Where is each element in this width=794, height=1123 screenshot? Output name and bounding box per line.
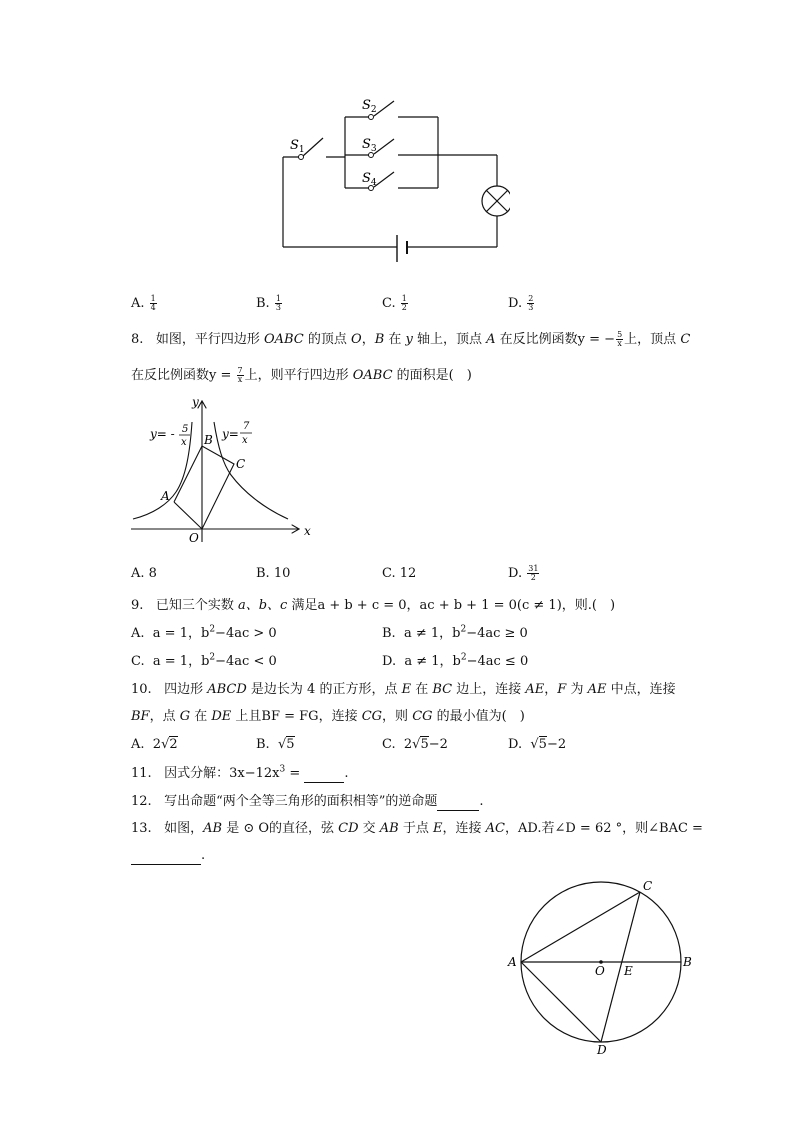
switch-s3-label: $S_3$ bbox=[362, 137, 377, 154]
q8-label-x: x bbox=[304, 524, 311, 538]
q13-label-o: O bbox=[595, 964, 605, 978]
q8-eq-right-den: x bbox=[242, 435, 248, 446]
q8-option-a[interactable]: A. 8 bbox=[131, 566, 157, 581]
q9-option-a[interactable]: A. a = 1，$b^2-4ac > 0$ bbox=[131, 624, 277, 641]
q8-stem-line1: 8. 如图，平行四边形 OABC 的顶点 O，B 在 y 轴上，顶点 A 在反比例函数y = − $\frac{5}{x}$ 上，顶点 C bbox=[131, 330, 691, 348]
q8-label-b: B bbox=[204, 433, 213, 447]
q7-option-d[interactable]: D. $\frac{2}{3}$ bbox=[508, 294, 534, 312]
q13-label-c: C bbox=[643, 879, 653, 893]
q13-stem-line1: 13. 如图，AB 是 ⊙ O的直径，弦 CD 交 AB 于点 E，连接 AC，AD.若∠D = 62 °，则∠BAC = bbox=[131, 821, 703, 836]
q7-option-a[interactable]: A. $\frac{1}{4}$ bbox=[131, 294, 156, 312]
q8-eq-left: y= - bbox=[150, 427, 175, 441]
q10-option-a[interactable]: A. 2√2 bbox=[131, 737, 178, 752]
q9-option-d[interactable]: D. a ≠ 1，$b^2-4ac \le 0$ bbox=[382, 652, 529, 669]
q9-option-c[interactable]: C. a = 1，$b^2-4ac < 0$ bbox=[131, 652, 277, 669]
q11-answer-blank[interactable] bbox=[304, 764, 344, 783]
q13-label-e: E bbox=[624, 964, 633, 978]
q10-option-d[interactable]: D. √5−2 bbox=[508, 737, 567, 752]
q10-option-c[interactable]: C. 2√5−2 bbox=[382, 737, 448, 752]
q9-option-b[interactable]: B. a ≠ 1，$b^2-4ac \ge 0$ bbox=[382, 624, 528, 641]
q8-graph bbox=[128, 392, 328, 552]
q10-stem-line1: 10. 四边形 ABCD 是边长为 4 的正方形，点 E 在 BC 边上，连接 AE，F 为 AE 中点，连接 bbox=[131, 682, 676, 697]
q13-label-d: D bbox=[597, 1043, 607, 1057]
q11-stem: 11. 因式分解：$3x-12x^3$ = . bbox=[131, 764, 349, 781]
q8-eq-left-num: 5 bbox=[182, 424, 189, 435]
switch-s4-label: $S_4$ bbox=[362, 171, 377, 188]
q8-option-b[interactable]: B. 10 bbox=[256, 566, 291, 581]
q8-label-c: C bbox=[236, 457, 246, 471]
q13-label-a: A bbox=[508, 955, 517, 969]
q7-option-b[interactable]: B. $\frac{1}{3}$ bbox=[256, 294, 281, 312]
q8-label-o: O bbox=[189, 531, 199, 545]
switch-s1-label: $S_1$ bbox=[290, 138, 305, 155]
q10-option-b[interactable]: B. √5 bbox=[256, 737, 295, 752]
q13-circle-diagram bbox=[505, 878, 701, 1058]
q8-eq-right-num: 7 bbox=[243, 421, 250, 432]
q10-stem-line2: BF，点 G 在 DE 上且BF = FG，连接 CG，则 CG 的最小值为( ) bbox=[131, 709, 525, 724]
q13-label-b: B bbox=[683, 955, 692, 969]
q8-eq-left-den: x bbox=[181, 437, 187, 448]
q9-stem: 9. 已知三个实数 a、b、c 满足a + b + c = 0，ac + b + 1 = 0(c ≠ 1)，则.( ) bbox=[131, 598, 616, 613]
q8-eq-right: y= bbox=[222, 427, 239, 441]
q8-label-y: y bbox=[192, 395, 199, 409]
q7-option-c[interactable]: C. $\frac{1}{2}$ bbox=[382, 294, 407, 312]
circuit-diagram bbox=[270, 92, 510, 264]
q8-label-a: A bbox=[161, 489, 170, 503]
q13-answer-line: . bbox=[131, 846, 205, 865]
q12-stem: 12. 写出命题“两个全等三角形的面积相等”的逆命题 . bbox=[131, 794, 484, 809]
q12-answer-blank[interactable] bbox=[437, 792, 479, 811]
q8-stem-line2: 在反比例函数y = $\frac{7}{x}$ 上，则平行四边形 OABC 的面积是( ) bbox=[131, 366, 472, 384]
switch-s2-label: $S_2$ bbox=[362, 98, 377, 115]
q13-answer-blank[interactable] bbox=[131, 846, 201, 865]
q8-option-c[interactable]: C. 12 bbox=[382, 566, 417, 581]
q8-option-d[interactable]: D. $\frac{31}{2}$ bbox=[508, 564, 539, 582]
